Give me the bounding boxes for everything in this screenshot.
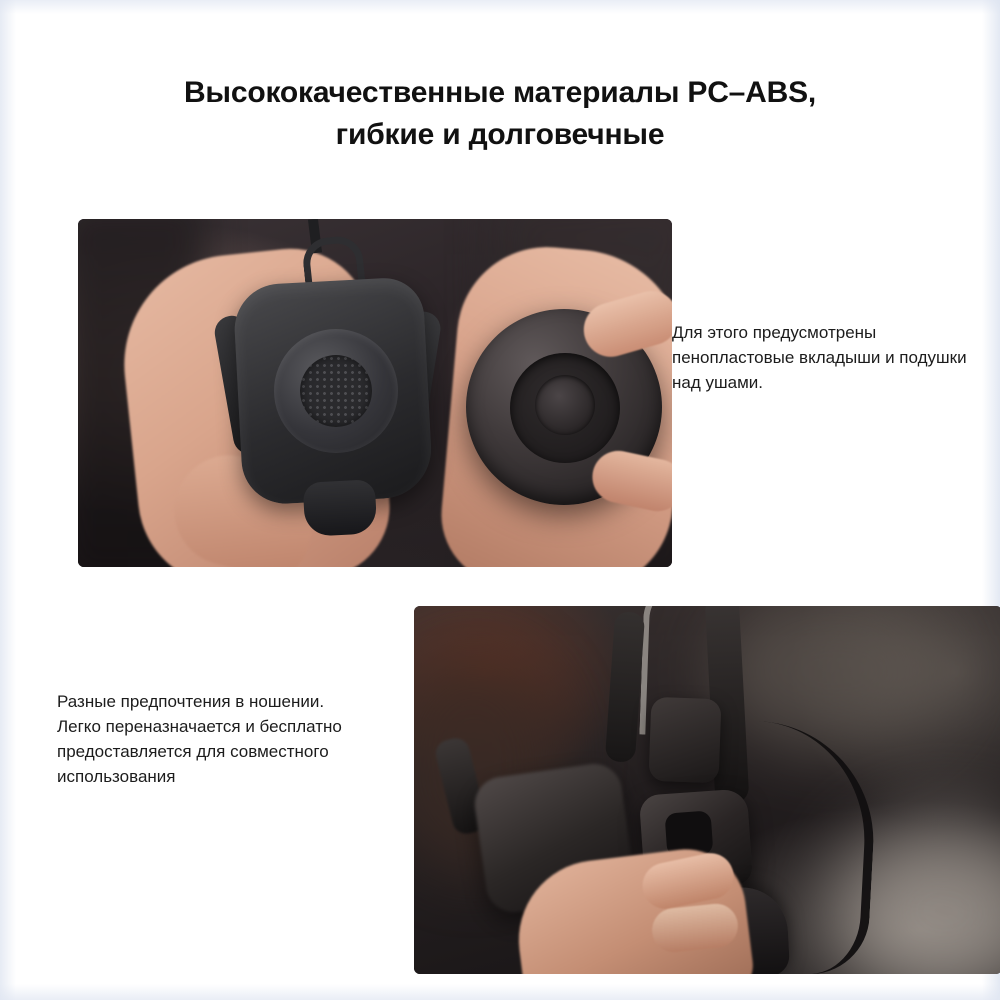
photo-headband-adjust [414,606,1000,974]
page-title-line-1: Высококачественные материалы PC–ABS, [183,76,817,110]
headband-slider [649,697,722,783]
earcup-bottom-block [303,479,378,537]
earcup-speaker-mesh [300,355,372,427]
caption-left: Разные предпочтения в ношении. Легко переназначается и бесплатно предоставляется для совместного использования [57,692,342,786]
page-edge-bottom [0,984,1000,1000]
page-edge-top [0,0,1000,14]
page-title-line-2: гибкие и долговечные [335,118,665,152]
ear-pad-center [535,375,595,435]
photo-earcup-pad [78,219,672,567]
caption-right: Для этого предусмотрены пенопластовые вкладыши и подушки над ушами. [672,323,967,392]
page-title [0,72,1000,156]
